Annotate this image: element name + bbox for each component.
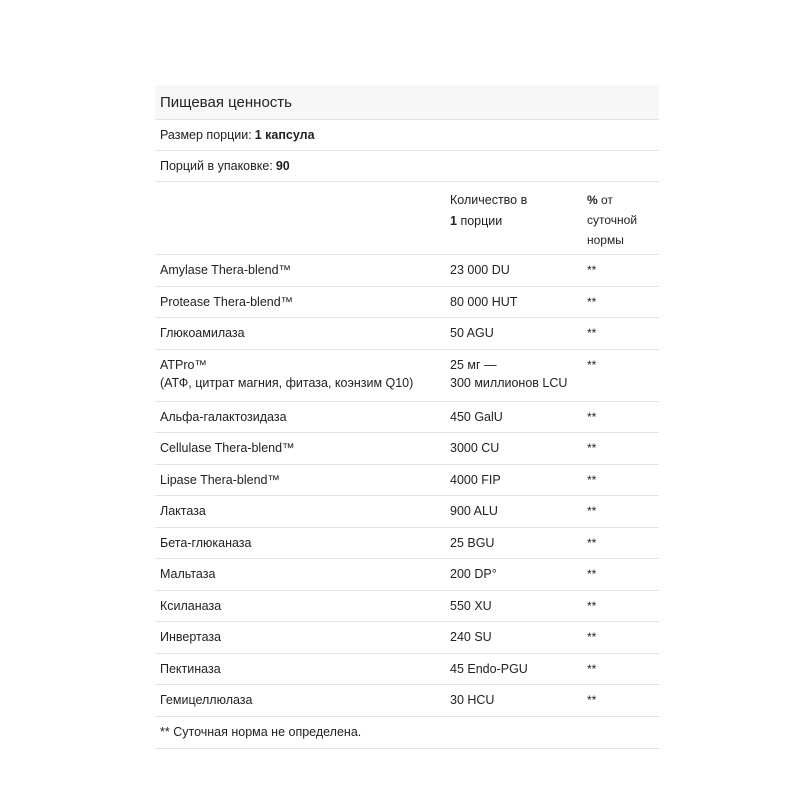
ingredient-amount: 3000 CU	[450, 441, 500, 455]
ingredient-dv: **	[587, 567, 597, 581]
ingredient-name: Lipase Thera-blend™	[160, 472, 280, 487]
ingredient-name: Бета-глюканаза	[160, 535, 252, 550]
table-row	[155, 685, 659, 717]
header-dv-line2: суточной	[587, 213, 638, 227]
ingredient-dv: **	[587, 535, 597, 550]
ingredient-amount-detail: 300 миллионов LCU	[450, 375, 568, 390]
servings-value: 90	[275, 159, 290, 173]
ingredient-name: Глюкоамилаза	[160, 326, 245, 340]
ingredient-name: Ксиланаза	[160, 598, 222, 613]
table-row	[155, 255, 659, 287]
ingredient-amount: 45 Endo-PGU	[450, 661, 528, 676]
ingredient-name: ATPro™	[160, 357, 207, 372]
header-amount-number: 1	[450, 214, 457, 228]
ingredient-amount: 550 XU	[450, 598, 492, 613]
ingredient-dv: **	[587, 598, 597, 613]
table-row	[155, 528, 659, 560]
table-row	[155, 496, 659, 528]
ingredient-amount: 23 000 DU	[450, 263, 510, 277]
table-row	[155, 318, 659, 350]
servings-per-container-row	[155, 151, 659, 182]
ingredient-dv: **	[587, 409, 597, 424]
ingredient-dv: **	[587, 326, 597, 340]
serving-size-value: 1 капсула	[254, 128, 315, 142]
ingredient-dv: **	[587, 504, 597, 518]
ingredient-name: Гемицеллюлаза	[160, 693, 253, 707]
ingredient-dv: **	[587, 472, 597, 487]
header-dv-line1: от	[601, 193, 613, 207]
header-amount-cell	[450, 182, 587, 254]
ingredient-name: Лактаза	[160, 504, 206, 518]
table-row	[155, 559, 659, 591]
ingredient-dv: **	[587, 441, 597, 455]
serving-size-label: Размер порции:	[160, 128, 252, 142]
header-name-cell	[155, 182, 450, 254]
ingredient-amount: 30 HCU	[450, 693, 495, 707]
header-dv-cell	[587, 182, 659, 254]
ingredient-name-detail: (АТФ, цитрат магния, фитаза, коэнзим Q10)	[160, 375, 414, 390]
ingredient-name: Cellulase Thera-blend™	[160, 441, 295, 455]
header-amount-line2: порции	[460, 214, 503, 228]
nutrition-facts-panel	[155, 85, 659, 749]
ingredient-amount: 50 AGU	[450, 326, 494, 340]
ingredient-amount: 240 SU	[450, 630, 492, 644]
table-row	[155, 654, 659, 686]
ingredient-amount: 25 BGU	[450, 535, 495, 550]
ingredient-name-cell	[155, 350, 450, 401]
ingredient-name: Amylase Thera-blend™	[160, 263, 292, 277]
header-amount-line1: Количество в	[450, 193, 528, 207]
header-dv-percent: %	[587, 193, 598, 207]
ingredient-amount-cell	[450, 350, 587, 401]
table-row	[155, 350, 659, 402]
serving-size-row	[155, 120, 659, 151]
servings-label: Порций в упаковке:	[160, 159, 273, 173]
ingredient-dv: **	[587, 661, 597, 676]
ingredient-name: Инвертаза	[160, 630, 222, 644]
ingredient-dv: **	[587, 693, 597, 707]
ingredient-amount: 4000 FIP	[450, 472, 501, 487]
table-row	[155, 465, 659, 497]
ingredient-name: Пектиназа	[160, 661, 221, 676]
ingredient-amount: 200 DP°	[450, 567, 497, 581]
header-dv-line3: нормы	[587, 233, 624, 247]
ingredient-name: Альфа-галактозидаза	[160, 409, 287, 424]
ingredient-name: Мальтаза	[160, 567, 216, 581]
panel-title: Пищевая ценность	[155, 85, 659, 120]
ingredient-amount: 80 000 HUT	[450, 294, 518, 309]
ingredient-amount: 900 ALU	[450, 504, 498, 518]
table-row	[155, 591, 659, 623]
ingredient-dv: **	[587, 263, 597, 277]
table-row	[155, 433, 659, 465]
footnote: ** Суточная норма не определена.	[155, 717, 659, 749]
ingredient-dv: **	[587, 294, 597, 309]
table-header-row	[155, 182, 659, 255]
ingredient-amount: 450 GalU	[450, 409, 503, 424]
table-row	[155, 287, 659, 319]
ingredient-dv: **	[587, 630, 597, 644]
table-row	[155, 622, 659, 654]
table-row	[155, 402, 659, 434]
ingredient-amount: 25 мг —	[450, 357, 497, 372]
ingredient-name: Protease Thera-blend™	[160, 294, 294, 309]
ingredient-dv: **	[587, 357, 597, 372]
